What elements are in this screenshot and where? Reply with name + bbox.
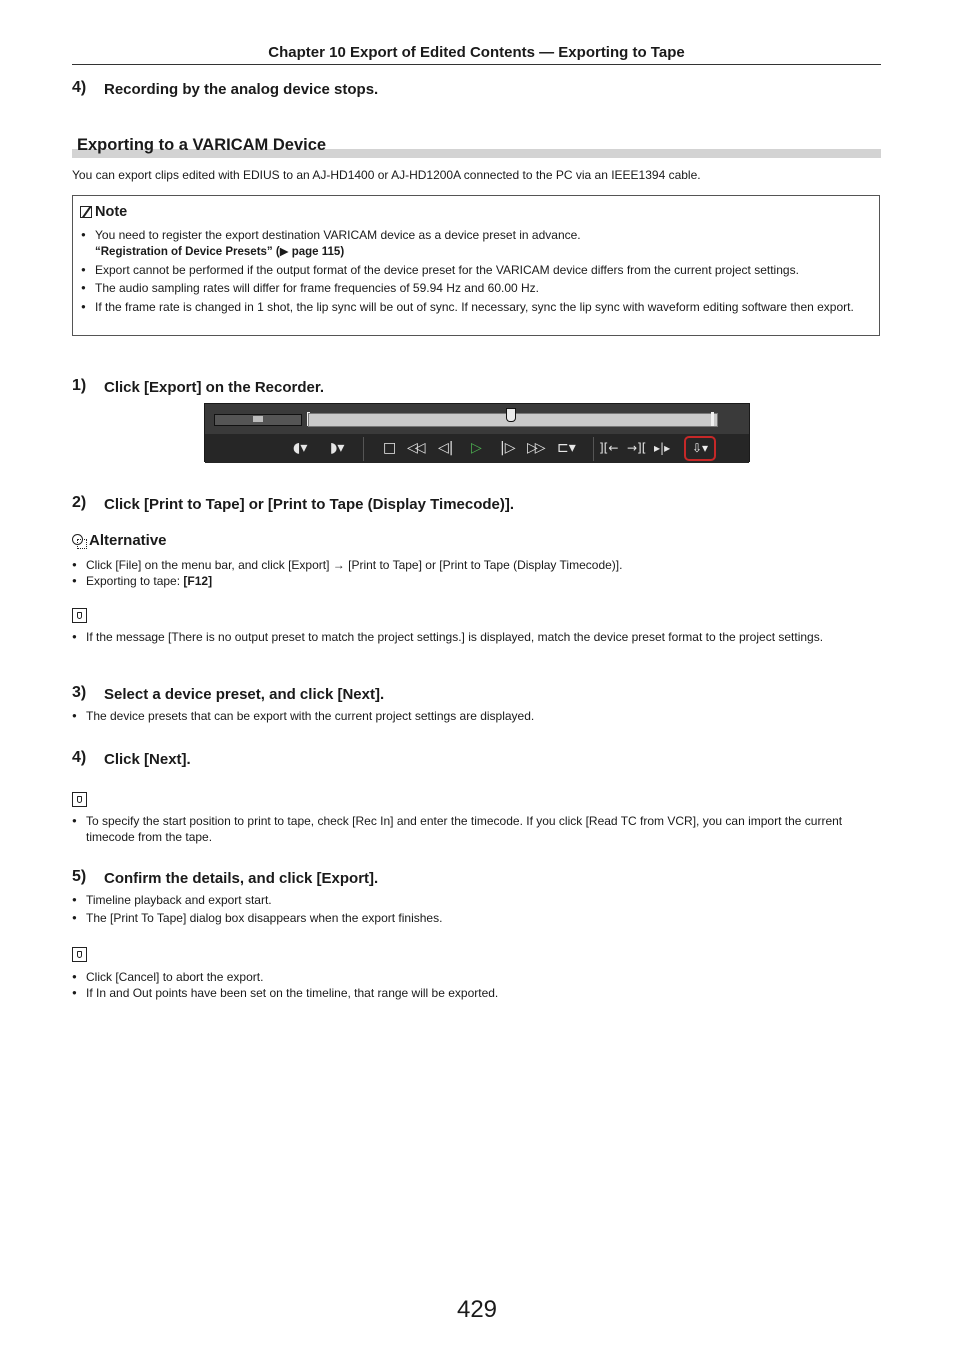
set-to-timeline-icon[interactable]: ▸|▸ bbox=[654, 441, 671, 455]
step-text: Confirm the details, and click [Export]. bbox=[104, 870, 379, 887]
list-item: ● Click [File] on the menu bar, and click [Export] → [Print to Tape] or [Print to Tape (Display Timecode)]. bbox=[72, 557, 872, 573]
list-item bbox=[72, 573, 872, 589]
set-in-icon[interactable]: ◖▾ bbox=[293, 440, 308, 456]
loop-icon[interactable]: ⊏▾ bbox=[557, 440, 576, 456]
tip-list bbox=[72, 813, 872, 845]
set-out-icon[interactable]: ◗▾ bbox=[330, 440, 345, 456]
out-marker bbox=[711, 412, 714, 426]
note-list bbox=[81, 227, 871, 315]
section-heading bbox=[72, 134, 881, 158]
divider bbox=[363, 437, 364, 461]
note-box bbox=[72, 195, 880, 336]
list-item: ● The device presets that can be export with the current project settings are displayed. bbox=[72, 708, 872, 724]
shuttle-slider[interactable] bbox=[214, 414, 302, 426]
alternative-item-text: Exporting to tape: bbox=[86, 574, 184, 588]
step-number: 4) bbox=[72, 749, 87, 766]
cross-reference-link[interactable]: “Registration of Device Presets” (▶ page 115) bbox=[95, 246, 345, 258]
divider bbox=[593, 437, 594, 461]
export-icon: ⇩▾ bbox=[691, 441, 709, 455]
section-intro: You can export clips edited with EDIUS to an AJ-HD1400 or AJ-HD1200A connected to the PC via an IEEE1394 cable. bbox=[72, 168, 701, 182]
list-item: ● To specify the start position to print to tape, check [Rec In] and enter the timecode. If you click [Read TC from VCR], you can import the current timecode from the tape. bbox=[72, 813, 872, 845]
page-number: 429 bbox=[456, 1296, 498, 1323]
step-number: 4) bbox=[72, 79, 87, 96]
export-button[interactable] bbox=[684, 436, 716, 461]
list-item: ● The [Print To Tape] dialog box disappears when the export finishes. bbox=[72, 910, 872, 926]
step-text: Click [Print to Tape] or [Print to Tape (Display Timecode)]. bbox=[104, 496, 515, 513]
step-note-list bbox=[72, 892, 872, 926]
step-note-list bbox=[72, 708, 872, 724]
tip-hand-icon bbox=[72, 792, 87, 807]
alternative-heading bbox=[72, 532, 167, 549]
step-number: 5) bbox=[72, 868, 87, 885]
alternative-list bbox=[72, 557, 872, 589]
note-heading bbox=[80, 204, 127, 220]
list-item: ● Export cannot be performed if the output format of the device preset for the VARICAM device differs from the current project settings. bbox=[81, 262, 871, 278]
fast-forward-icon[interactable]: ▷▷ bbox=[527, 440, 543, 456]
alternative-icon bbox=[72, 534, 86, 548]
list-item: ● The audio sampling rates will differ for frame frequencies of 59.94 Hz and 60.00 Hz. bbox=[81, 280, 871, 296]
tip-list bbox=[72, 969, 872, 1001]
playhead-handle[interactable] bbox=[506, 408, 516, 422]
recorder-controls bbox=[205, 434, 749, 463]
shuttle-knob[interactable] bbox=[253, 416, 263, 422]
recorder-timeline-area bbox=[205, 404, 749, 434]
tip-hand-icon bbox=[72, 608, 87, 623]
step-text: Click [Next]. bbox=[104, 751, 191, 768]
play-icon[interactable]: ▷ bbox=[471, 440, 482, 456]
chapter-header: Chapter 10 Export of Edited Contents — Exporting to Tape bbox=[72, 44, 881, 65]
tip-list bbox=[72, 629, 862, 645]
insert-icon[interactable]: ][← bbox=[599, 441, 619, 455]
recorder-toolbar bbox=[204, 403, 750, 462]
list-item: ● If the frame rate is changed in 1 shot, the lip sync will be out of sync. If necessary, sync the lip sync with waveform editing software then export. bbox=[81, 299, 871, 315]
step-forward-icon[interactable]: |▷ bbox=[500, 440, 516, 456]
alternative-title: Alternative bbox=[89, 532, 167, 549]
overwrite-icon[interactable]: →][ bbox=[627, 441, 647, 455]
stop-icon[interactable]: □ bbox=[383, 440, 397, 456]
step-text: Click [Export] on the Recorder. bbox=[104, 379, 325, 396]
tip-hand-icon bbox=[72, 947, 87, 962]
step-text: Recording by the analog device stops. bbox=[104, 81, 379, 98]
step-number: 1) bbox=[72, 377, 87, 394]
list-item bbox=[81, 227, 871, 260]
rewind-icon[interactable]: ◁◁ bbox=[407, 440, 423, 456]
note-title: Note bbox=[95, 204, 128, 220]
step-number: 2) bbox=[72, 494, 87, 511]
note-item-text: You need to register the export destination VARICAM device as a device preset in advance. bbox=[95, 228, 581, 242]
section-title: Exporting to a VARICAM Device bbox=[77, 136, 327, 154]
shortcut-key: [F12] bbox=[183, 574, 213, 588]
note-pencil-icon bbox=[80, 206, 92, 218]
list-item: ● If the message [There is no output preset to match the project settings.] is displayed, match the device preset format to the project settings. bbox=[72, 629, 862, 645]
step-number: 3) bbox=[72, 684, 87, 701]
step-back-icon[interactable]: ◁| bbox=[438, 440, 454, 456]
step-text: Select a device preset, and click [Next]. bbox=[104, 686, 385, 703]
list-item: ● Timeline playback and export start. bbox=[72, 892, 872, 908]
list-item: ● If In and Out points have been set on the timeline, that range will be exported. bbox=[72, 985, 872, 1001]
list-item: ● Click [Cancel] to abort the export. bbox=[72, 969, 872, 985]
